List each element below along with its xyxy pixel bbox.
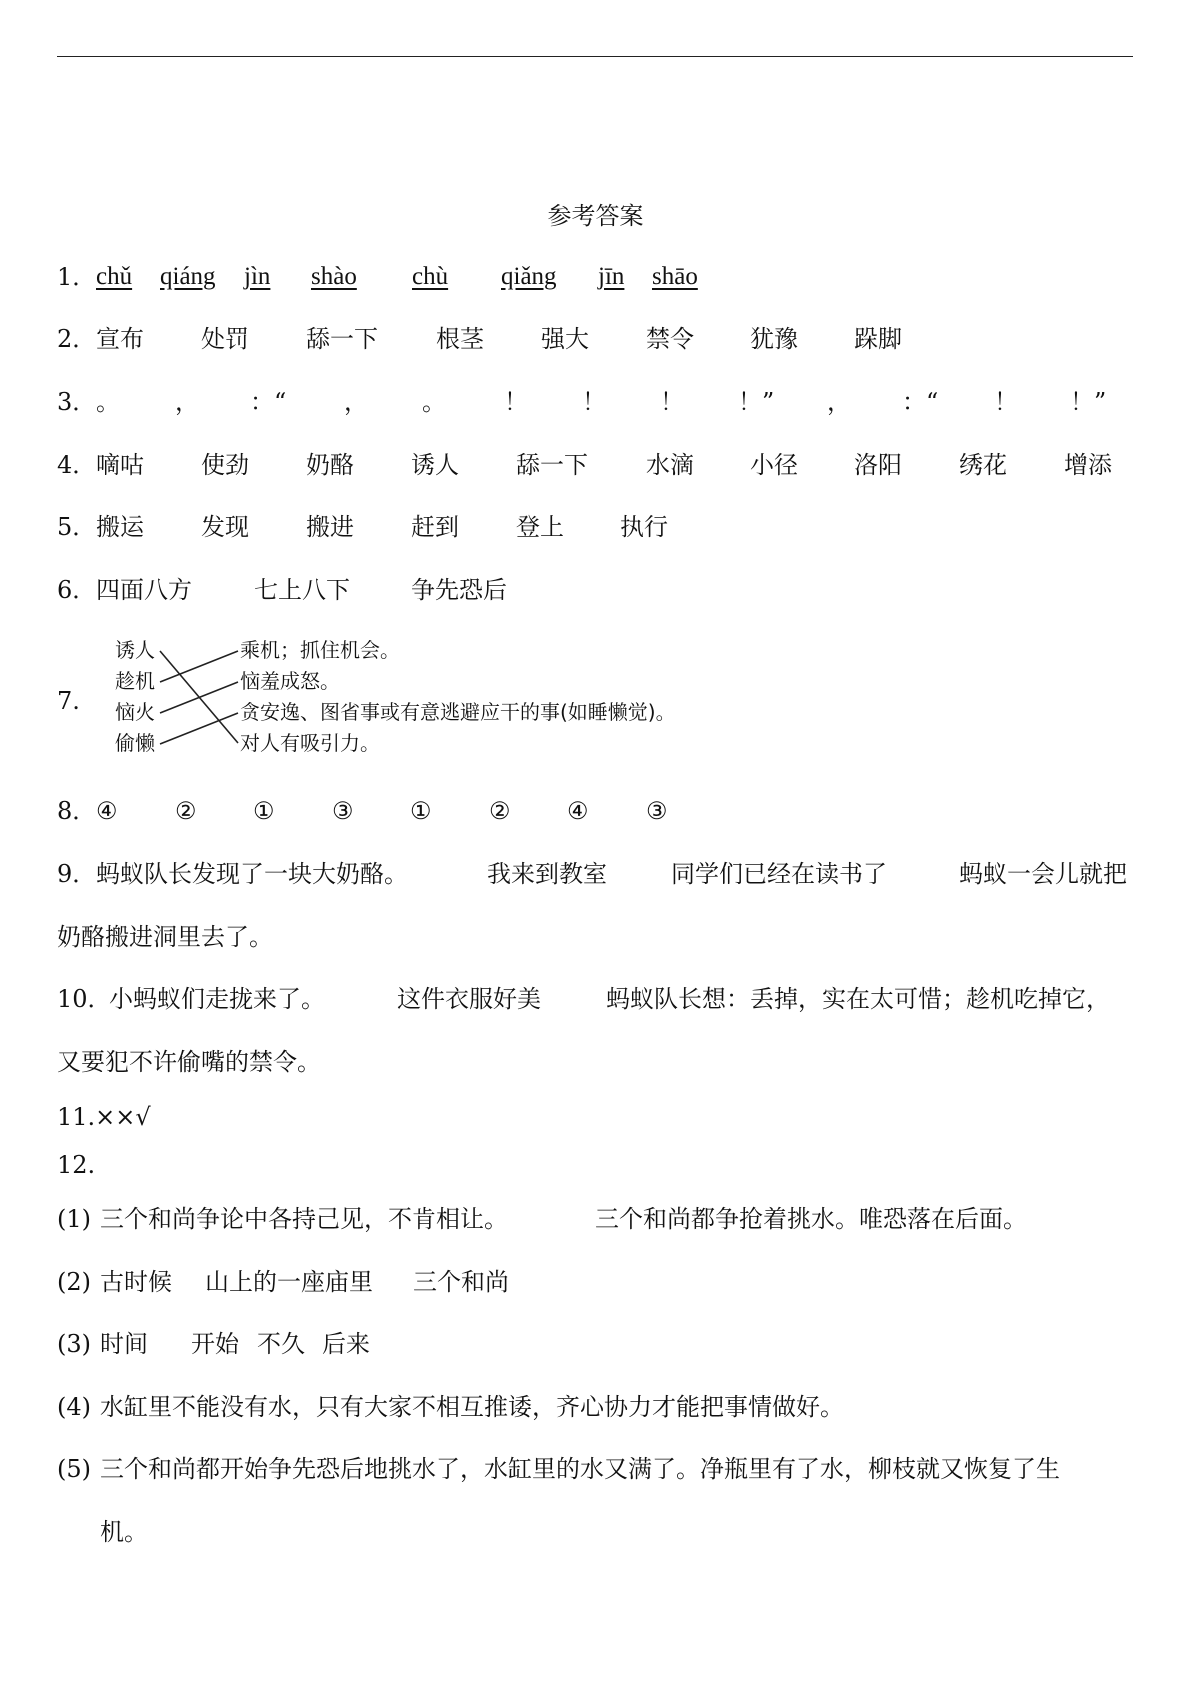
sub-label: (5) (57, 1455, 91, 1483)
answer-word: 使劲 (201, 451, 249, 479)
page-title: 参考答案 (547, 202, 644, 230)
match-left-term: 诱人 (115, 638, 155, 662)
answer-word: 七上八下 (254, 576, 350, 604)
answer-word: 搬进 (306, 513, 354, 541)
pinyin-answer: chù (412, 263, 449, 290)
answer-sentence: 开始 (191, 1330, 239, 1358)
answer-word: 处罚 (201, 325, 249, 353)
circled-answer: ② (175, 797, 197, 825)
answer-sentence: 蚂蚁一会儿就把 (959, 860, 1127, 888)
answer-word: 洛阳 (854, 451, 902, 479)
pinyin-answer: qiáng (160, 263, 216, 290)
sub-label: (3) (57, 1330, 91, 1358)
match-line (160, 682, 238, 713)
circled-answer: ④ (96, 797, 118, 825)
match-right-definition: 贪安逸、图省事或有意逃避应干的事(如睡懒觉)。 (240, 700, 676, 724)
answer-word: 宣布 (96, 325, 144, 353)
punctuation-answer: ！ (504, 388, 528, 416)
punctuation-answer: ：“ (250, 388, 287, 416)
question-number: 5． (57, 513, 97, 541)
question-12-number: 12. (57, 1151, 96, 1179)
answer-sentence: 时间 (100, 1330, 148, 1358)
answer-word: 奶酪 (306, 451, 354, 479)
circled-answer: ③ (332, 797, 354, 825)
pinyin-answer: qiǎng (501, 263, 557, 290)
answer-word: 根茎 (436, 325, 484, 353)
pinyin-answer: chǔ (96, 263, 133, 290)
punctuation-answer: ， (175, 388, 199, 416)
answer-word: 嘀咕 (96, 451, 144, 479)
punctuation-answer: ！” (1070, 388, 1107, 416)
circled-answer: ① (410, 797, 432, 825)
answer-word: 争先恐后 (411, 576, 507, 604)
question-11: 11.××√ (57, 1103, 151, 1131)
punctuation-answer: ：“ (902, 388, 939, 416)
answer-sentence: 山上的一座庙里 (205, 1268, 373, 1296)
question-number: 10． (57, 985, 112, 1013)
pinyin-answer: jìn (244, 263, 271, 290)
question-number: 4． (57, 451, 97, 479)
answer-sentence: 我来到教室 (487, 860, 607, 888)
question-number: 8． (57, 797, 97, 825)
question-9-continued: 奶酪搬进洞里去了。 (57, 923, 273, 951)
punctuation-answer: 。 (422, 388, 446, 416)
question-7-number: 7. (57, 687, 80, 715)
question-12-sub-5-continued: 机。 (100, 1518, 148, 1546)
answer-sentence: 三个和尚都争抢着挑水。唯恐落在后面。 (595, 1205, 1027, 1233)
answer-sentence: 水缸里不能没有水，只有大家不相互推诿，齐心协力才能把事情做好。 (100, 1393, 844, 1421)
match-right-definition: 恼羞成怒。 (240, 669, 340, 693)
answer-sentence: 蚂蚁队长发现了一块大奶酪。 (96, 860, 408, 888)
match-line (160, 651, 238, 682)
answer-sentence: 这件衣服好美 (397, 985, 541, 1013)
question-number: 9． (57, 860, 97, 888)
match-left-term: 趁机 (115, 669, 155, 693)
answer-sentence: 三个和尚争论中各持己见，不肯相让。 (100, 1205, 508, 1233)
answer-word: 发现 (201, 513, 249, 541)
answer-sentence: 后来 (322, 1330, 370, 1358)
answer-word: 赶到 (411, 513, 459, 541)
answer-sentence: 同学们已经在读书了 (671, 860, 887, 888)
circled-answer: ③ (646, 797, 668, 825)
answer-word: 增添 (1064, 451, 1112, 479)
sub-label: (1) (57, 1205, 91, 1233)
punctuation-answer: ！ (994, 388, 1018, 416)
sub-label: (4) (57, 1393, 91, 1421)
answer-word: 水滴 (646, 451, 694, 479)
question-number: 1． (57, 263, 97, 291)
punctuation-answer: ， (344, 388, 368, 416)
answer-sentence: 不久 (257, 1330, 305, 1358)
circled-answer: ② (489, 797, 511, 825)
answer-word: 跺脚 (854, 325, 902, 353)
circled-answer: ① (253, 797, 275, 825)
pinyin-answer: shāo (652, 263, 698, 290)
punctuation-answer: ， (827, 388, 851, 416)
answer-sentence: 蚂蚁队长想：丢掉，实在太可惜；趁机吃掉它， (606, 985, 1110, 1013)
punctuation-answer: ！” (738, 388, 775, 416)
pinyin-answer: shào (311, 263, 357, 290)
answer-word: 登上 (516, 513, 564, 541)
answer-word: 小径 (750, 451, 798, 479)
question-number: 3． (57, 388, 97, 416)
question-10-continued: 又要犯不许偷嘴的禁令。 (57, 1048, 321, 1076)
answer-word: 犹豫 (750, 325, 798, 353)
answer-sentence: 三个和尚 (413, 1268, 509, 1296)
pinyin-answer: jīn (598, 263, 625, 290)
answer-word: 搬运 (96, 513, 144, 541)
answer-word: 强大 (541, 325, 589, 353)
answer-word: 四面八方 (96, 576, 192, 604)
answer-sentence: 小蚂蚁们走拢来了。 (109, 985, 325, 1013)
question-number: 2． (57, 325, 97, 353)
matching-lines (0, 0, 400, 780)
answer-word: 执行 (620, 513, 668, 541)
sub-label: (2) (57, 1268, 91, 1296)
answer-word: 诱人 (411, 451, 459, 479)
answer-word: 舔一下 (306, 325, 378, 353)
match-right-definition: 对人有吸引力。 (240, 731, 380, 755)
circled-answer: ④ (567, 797, 589, 825)
punctuation-answer: 。 (96, 388, 120, 416)
match-left-term: 恼火 (115, 700, 155, 724)
question-number: 6． (57, 576, 97, 604)
match-right-definition: 乘机；抓住机会。 (240, 638, 400, 662)
answer-sentence: 古时候 (100, 1268, 172, 1296)
punctuation-answer: ！ (660, 388, 684, 416)
answer-word: 舔一下 (516, 451, 588, 479)
answer-word: 绣花 (959, 451, 1007, 479)
punctuation-answer: ！ (582, 388, 606, 416)
answer-word: 禁令 (646, 325, 694, 353)
answer-sentence: 三个和尚都开始争先恐后地挑水了，水缸里的水又满了。净瓶里有了水，柳枝就又恢复了生 (100, 1455, 1060, 1483)
match-left-term: 偷懒 (115, 731, 155, 755)
